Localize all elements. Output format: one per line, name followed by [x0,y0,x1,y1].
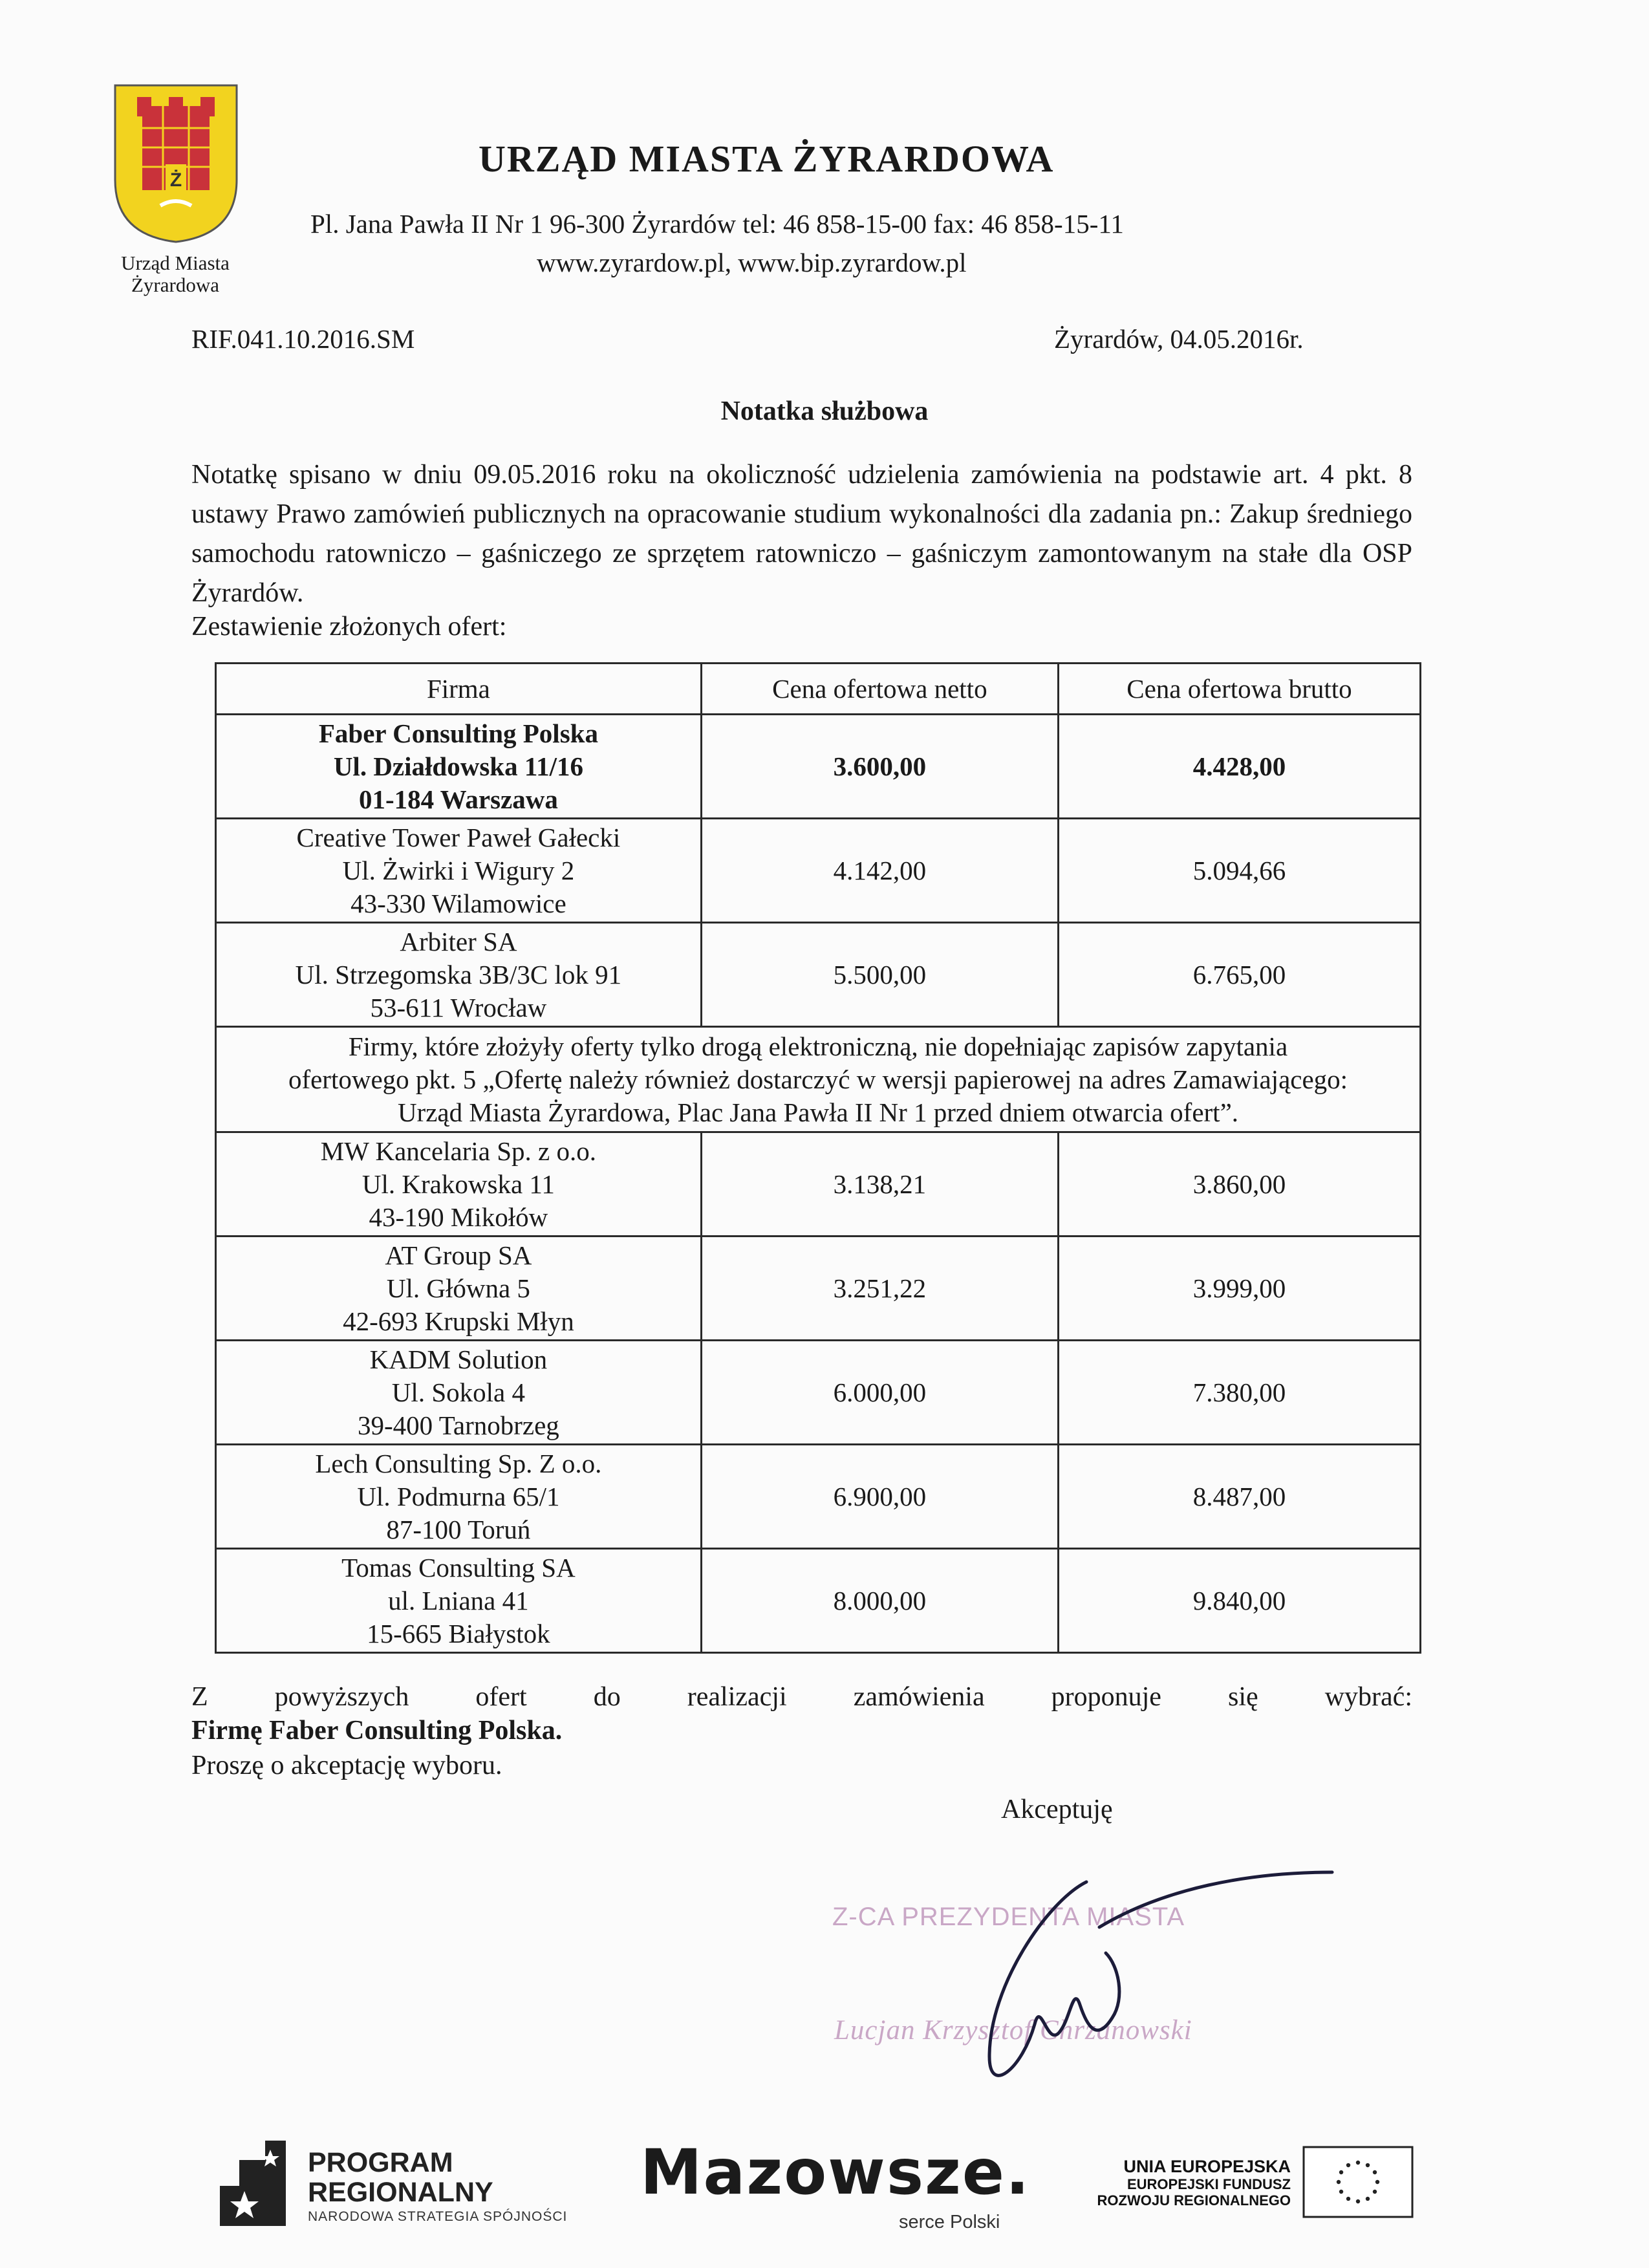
eu-star [1346,2163,1350,2167]
program-regionalny-icon [213,2141,286,2226]
signature-icon [951,1856,1339,2102]
office-title: URZĄD MIASTA ŻYRARDOWA [479,138,1055,180]
table-row [216,923,1421,1027]
firm-line: Ul. Krakowska 11 [361,1169,555,1199]
firm-line: Ul. Działdowska 11/16 [333,751,583,781]
eu-star [1366,2197,1370,2201]
mazowsze-logo [634,2135,1041,2207]
gross-price-cell: 3.999,00 [1058,1237,1420,1341]
gross-price-cell: 6.765,00 [1058,923,1420,1027]
firm-line: 42-693 Krupski Młyn [343,1306,574,1336]
firm-line: KADM Solution [369,1344,548,1374]
notice-row [216,1027,1421,1132]
table-row [216,715,1421,819]
firm-line: ul. Lniana 41 [388,1585,529,1615]
firm-cell [216,1549,702,1653]
stamp-name: Lucjan Krzysztof Chrzanowski [834,2015,1192,2046]
office-websites: www.zyrardow.pl, www.bip.zyrardow.pl [537,248,967,277]
firm-cell [216,1132,702,1237]
eu-flag-icon [1302,2146,1414,2218]
mazowsze-tagline: serce Polski [899,2212,1000,2232]
net-price-cell: 6.900,00 [701,1445,1058,1549]
table-row [216,1237,1421,1341]
gross-price-cell: 7.380,00 [1058,1341,1420,1445]
program-title-line1: PROGRAM [308,2147,453,2178]
header-net-price: Cena ofertowa netto [701,664,1058,715]
firm-line: 43-190 Mikołów [369,1202,548,1232]
eu-star [1339,2170,1343,2174]
firm-line: Ul. Żwirki i Wigury 2 [342,855,575,885]
firm-line: Ul. Sokola 4 [391,1377,525,1407]
firm-cell [216,1237,702,1341]
net-price-cell: 3.251,22 [701,1237,1058,1341]
firm-line: Arbiter SA [400,926,517,956]
table-row [216,1132,1421,1237]
eu-star [1339,2190,1343,2194]
firm-line: 01-184 Warszawa [358,784,558,814]
firm-line: AT Group SA [385,1240,532,1270]
intro-text: Notatkę spisano w dniu 09.05.2016 roku na okoliczność udzielenia zamówienia na podstawie art. 4 pkt. 8 ustawy Prawo zamówień publicznych na opracowanie studium wykonalności dla zadania pn.: Zakup średniego samochodu ratowniczo – gaśniczego ze sprzętem ratowniczo – gaśniczym zamontowanym na stałe dla OSP Żyrardów. [191,460,1412,608]
firm-line: Lech Consulting Sp. Z o.o. [315,1448,602,1478]
table-row [216,1341,1421,1445]
firm-line: 87-100 Toruń [386,1514,531,1544]
program-subtitle: NARODOWA STRATEGIA SPÓJNOŚCI [308,2209,568,2224]
firm-cell [216,715,702,819]
net-price-cell: 5.500,00 [701,923,1058,1027]
header-gross-price: Cena ofertowa brutto [1058,664,1420,715]
stamp-title: Z-CA PREZYDENTA MIASTA [832,1903,1185,1931]
gross-price-cell: 3.860,00 [1058,1132,1420,1237]
firm-line: Ul. Strzegomska 3B/3C lok 91 [295,959,622,989]
gross-price-cell: 8.487,00 [1058,1445,1420,1549]
net-price-cell: 6.000,00 [701,1341,1058,1445]
eu-star [1337,2180,1341,2184]
firm-cell [216,923,702,1027]
net-price-cell: 8.000,00 [701,1549,1058,1653]
summary-label: Zestawienie złożonych ofert: [191,612,507,642]
gross-price-cell: 4.428,00 [1058,715,1420,819]
eu-line-1: UNIA EUROPEJSKA [1123,2157,1291,2176]
firm-cell [216,1341,702,1445]
firm-cell [216,819,702,923]
office-address: Pl. Jana Pawła II Nr 1 96-300 Żyrardów tel: 46 858-15-00 fax: 46 858-15-11 [310,209,1124,239]
intro-paragraph [191,455,1412,613]
offers-table [215,662,1421,1654]
eu-star [1356,2199,1360,2203]
eu-star [1375,2180,1379,2184]
firm-line: 43-330 Wilamowice [350,888,566,918]
conclusion-text: Z powyższych ofert do realizacji zamówienia proponuje się wybrać: [191,1682,1412,1712]
eu-star [1366,2163,1370,2167]
accept-request: Proszę o akceptację wyboru. [191,1751,502,1780]
eu-fund-text [1084,2157,1291,2209]
coat-of-arms-icon [111,83,241,244]
table-row [216,1445,1421,1549]
svg-text:Ż: Ż [169,169,182,191]
notice-line: ofertowego pkt. 5 „Ofertę należy również dostarczyć w wersji papierowej na adres Zamawiającego: [288,1064,1348,1094]
header-firm: Firma [216,664,702,715]
firm-line: Faber Consulting Polska [318,718,598,748]
eu-star [1346,2197,1350,2201]
crest-caption: Urząd Miasta Żyrardowa [121,252,230,296]
eu-star [1373,2170,1377,2174]
chosen-firm: Firmę Faber Consulting Polska. [191,1716,563,1745]
accept-label: Akceptuję [1001,1795,1113,1824]
mazowsze-wordmark: Mazowsze. [640,2136,1031,2207]
reference-number: RIF.041.10.2016.SM [191,324,415,354]
gross-price-cell: 9.840,00 [1058,1549,1420,1653]
program-title-line2: REGIONALNY [308,2177,493,2208]
net-price-cell: 3.600,00 [701,715,1058,819]
gross-price-cell: 5.094,66 [1058,819,1420,923]
eu-line-2: EUROPEJSKI FUNDUSZ [1126,2176,1291,2192]
eu-line-3: ROZWOJU REGIONALNEGO [1097,2192,1291,2209]
firm-line: Ul. Główna 5 [386,1273,530,1303]
firm-line: Ul. Podmurna 65/1 [357,1481,560,1511]
notice-line: Urząd Miasta Żyrardowa, Plac Jana Pawła II Nr 1 przed dniem otwarcia ofert”. [397,1097,1239,1127]
place-date: Żyrardów, 04.05.2016r. [1054,324,1304,354]
net-price-cell: 3.138,21 [701,1132,1058,1237]
net-price-cell: 4.142,00 [701,819,1058,923]
note-title: Notatka służbowa [720,396,929,426]
firm-line: Tomas Consulting SA [341,1552,576,1582]
firm-line: 53-611 Wrocław [370,992,547,1022]
notice-line: Firmy, które złożyły oferty tylko drogą elektroniczną, nie dopełniając zapisów zapytania [348,1031,1288,1061]
table-header-row [216,664,1421,715]
table-row [216,1549,1421,1653]
firm-line: MW Kancelaria Sp. z o.o. [320,1136,596,1166]
firm-line: Creative Tower Paweł Gałecki [296,822,621,852]
eu-star [1373,2190,1377,2194]
firm-cell [216,1445,702,1549]
notice-cell [216,1027,1421,1132]
table-row [216,819,1421,923]
firm-line: 15-665 Białystok [367,1618,550,1648]
firm-line: 39-400 Tarnobrzeg [358,1410,559,1440]
eu-star [1356,2161,1360,2165]
